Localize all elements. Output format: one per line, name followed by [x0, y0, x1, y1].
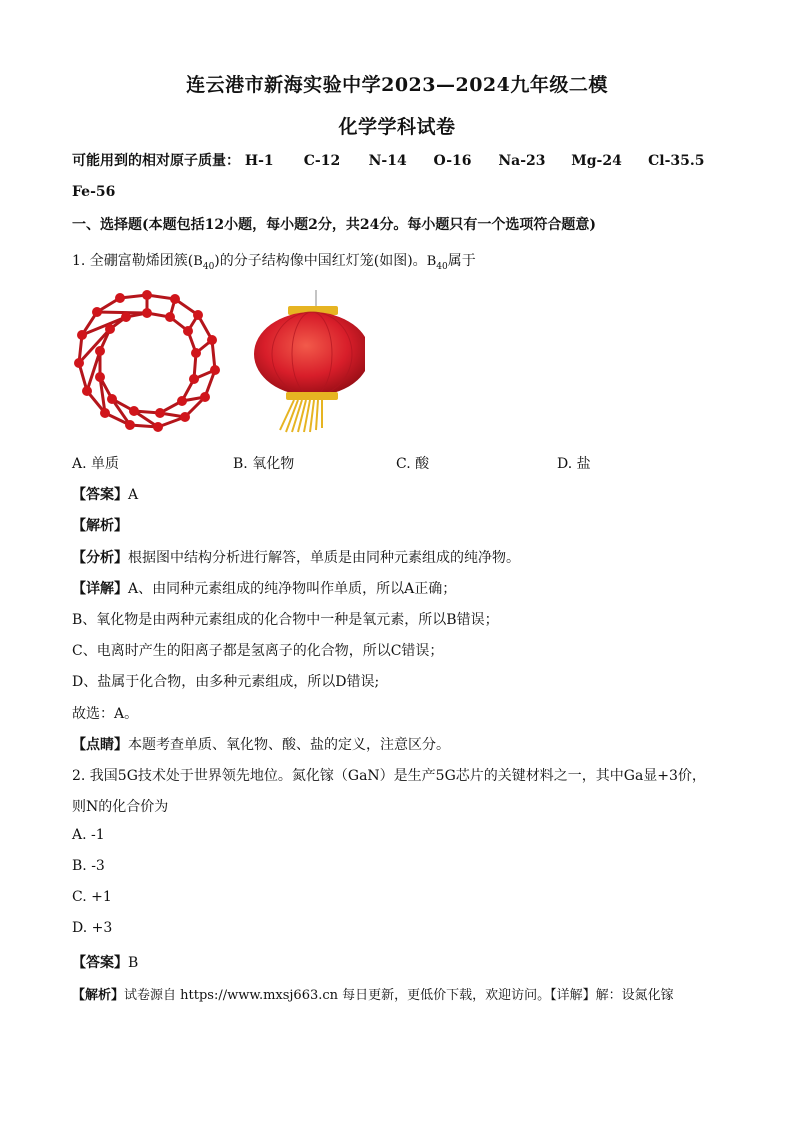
mass-mg: Mg-24	[571, 153, 622, 169]
mass-c: C-12	[303, 153, 341, 169]
mass-h: H-1	[244, 153, 274, 169]
boron-cluster-structure-image	[70, 285, 225, 435]
q1-dianjing: 【点睛】本题考查单质、氧化物、酸、盐的定义，注意区分。	[72, 737, 450, 753]
masses-label: 可能用到的相对原子质量：	[72, 153, 240, 169]
q2-analysis: 【解析】试卷源自 https://www.mxsj663.cn 每日更新，更低价下载，欢迎访问。【详解】解：设氮化镓	[72, 988, 674, 1003]
q1-analysis-heading: 【解析】	[72, 518, 128, 534]
q1-option-d: D. 盐	[557, 456, 591, 472]
mass-n: N-14	[368, 153, 407, 169]
mass-fe: Fe-56	[72, 184, 116, 200]
q1-option-b: B. 氧化物	[233, 456, 295, 472]
question-2-stem-line2: 则N的化合价为	[72, 799, 169, 815]
question-1-stem: 1. 全硼富勒烯团簇$(B_{40})$的分子结构像中国红灯笼(如图)。$B_{40}$属于	[72, 253, 476, 272]
q1-option-c: C. 酸	[396, 456, 430, 472]
mass-na: Na-23	[498, 153, 546, 169]
q1-option-a: A. 单质	[72, 456, 120, 472]
atomic-masses	[72, 150, 705, 170]
section-heading: 一、选择题(本题包括12小题，每小题2分，共24分。每小题只有一个选项符合题意)	[72, 217, 596, 233]
mass-o: O-16	[433, 153, 472, 169]
red-lantern-image	[240, 290, 365, 435]
exam-title: 连云港市新海实验中学2023—2024九年级二模	[186, 74, 608, 96]
mass-cl: Cl-35.5	[648, 153, 705, 169]
q2-option-a: A. -1	[72, 827, 105, 843]
q2-option-c: C. +1	[72, 889, 112, 905]
q1-line-c: C、电离时产生的阳离子都是氢离子的化合物，所以C错误；	[72, 643, 444, 659]
q2-answer: 【答案】B	[72, 955, 139, 971]
q2-option-d: D. +3	[72, 920, 113, 936]
question-2-stem-line1: 2. 我国5G技术处于世界领先地位。氮化镓（GaN）是生产5G芯片的关键材料之一，其中Ga显+3价，	[72, 768, 706, 784]
q1-line-b: B、氧化物是由两种元素组成的化合物中一种是氧元素，所以B错误；	[72, 612, 499, 628]
q2-option-b: B. -3	[72, 858, 105, 874]
q1-fenxi: 【分析】根据图中结构分析进行解答，单质是由同种元素组成的纯净物。	[72, 550, 520, 566]
q1-choose: 故选：A。	[72, 706, 139, 722]
exam-subtitle: 化学学科试卷	[338, 116, 456, 138]
q1-xiangjie: 【详解】A、由同种元素组成的纯净物叫作单质，所以A正确；	[72, 581, 457, 597]
q1-answer: 【答案】A	[72, 487, 139, 503]
q1-line-d: D、盐属于化合物，由多种元素组成，所以D错误;	[72, 674, 380, 690]
